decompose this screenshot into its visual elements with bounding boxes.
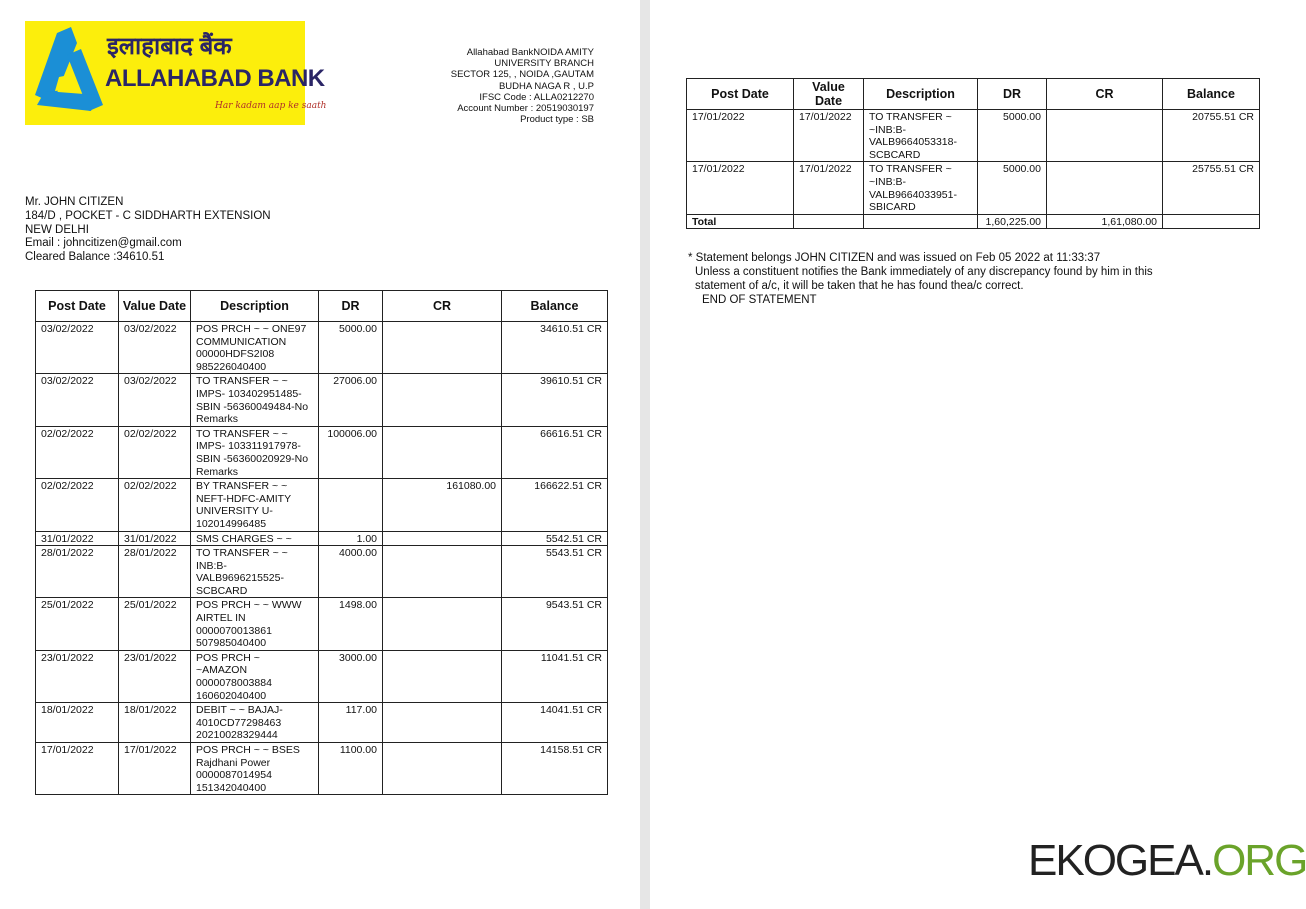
cell-description: TO TRANSFER ~ ~ IMPS- 103402951485- SBIN -56360049484-No Remarks xyxy=(191,374,319,426)
cell-balance: 5542.51 CR xyxy=(502,531,608,546)
header-cr: CR xyxy=(383,291,502,322)
cell-dr: 1498.00 xyxy=(319,598,383,650)
table-row xyxy=(36,531,608,546)
header-balance: Balance xyxy=(1163,79,1260,110)
cell-balance: 14041.51 CR xyxy=(502,703,608,743)
cell-post-date: 23/01/2022 xyxy=(36,650,119,702)
cell-description: TO TRANSFER ~ ~INB:B- VALB9664053318- SCBCARD xyxy=(864,110,978,162)
table-row xyxy=(36,479,608,531)
cell-empty xyxy=(864,214,978,229)
table-row xyxy=(36,598,608,650)
cell-post-date: 17/01/2022 xyxy=(687,110,794,162)
cell-value-date: 03/02/2022 xyxy=(119,374,191,426)
cell-post-date: 31/01/2022 xyxy=(36,531,119,546)
cell-post-date: 25/01/2022 xyxy=(36,598,119,650)
note-disclaimer-1: Unless a constituent notifies the Bank immediately of any discrepancy found by him in this xyxy=(695,266,1153,278)
table-row xyxy=(36,650,608,702)
header-post-date: Post Date xyxy=(36,291,119,322)
branch-line: Allahabad BankNOIDA AMITY xyxy=(466,47,594,58)
cell-value-date: 02/02/2022 xyxy=(119,426,191,478)
customer-address: 184/D , POCKET - C SIDDHARTH EXTENSION xyxy=(25,209,271,222)
cell-dr: 5000.00 xyxy=(319,322,383,374)
cell-value-date: 17/01/2022 xyxy=(794,162,864,214)
customer-email: Email : johncitizen@gmail.com xyxy=(25,237,182,250)
cell-value-date: 28/01/2022 xyxy=(119,546,191,598)
cell-post-date: 02/02/2022 xyxy=(36,479,119,531)
table-header-row xyxy=(36,291,608,322)
cell-cr xyxy=(383,598,502,650)
cell-cr xyxy=(383,650,502,702)
cleared-balance: Cleared Balance :34610.51 xyxy=(25,251,165,264)
header-value-date: Value Date xyxy=(119,291,191,322)
cell-cr: 161080.00 xyxy=(383,479,502,531)
watermark xyxy=(1028,836,1306,886)
cell-value-date: 17/01/2022 xyxy=(794,110,864,162)
logo-tagline: Har kadam aap ke saath xyxy=(215,101,327,111)
cell-post-date: 03/02/2022 xyxy=(36,322,119,374)
total-cr: 1,61,080.00 xyxy=(1047,214,1163,229)
header-post-date: Post Date xyxy=(687,79,794,110)
header-cr: CR xyxy=(1047,79,1163,110)
page-divider xyxy=(640,0,650,909)
cell-description: TO TRANSFER ~ ~ IMPS- 103311917978- SBIN -56360020929-No Remarks xyxy=(191,426,319,478)
total-dr: 1,60,225.00 xyxy=(978,214,1047,229)
note-disclaimer-2: statement of a/c, it will be taken that he has found thea/c correct. xyxy=(695,280,1024,292)
branch-line: BUDHA NAGA R , U.P xyxy=(498,80,594,92)
table-row xyxy=(36,546,608,598)
table-row xyxy=(36,374,608,426)
table-row xyxy=(36,322,608,374)
cell-cr xyxy=(1047,110,1163,162)
cell-description: POS PRCH ~ ~ WWW AIRTEL IN 0000070013861 507985040400 xyxy=(191,598,319,650)
cell-dr: 27006.00 xyxy=(319,374,383,426)
cell-post-date: 02/02/2022 xyxy=(36,426,119,478)
cell-value-date: 02/02/2022 xyxy=(119,479,191,531)
header-balance: Balance xyxy=(502,291,608,322)
cell-balance: 20755.51 CR xyxy=(1163,110,1260,162)
cell-value-date: 23/01/2022 xyxy=(119,650,191,702)
cell-description: TO TRANSFER ~ ~ INB:B- VALB9696215525- SCBCARD xyxy=(191,546,319,598)
cell-dr: 100006.00 xyxy=(319,426,383,478)
cell-post-date: 17/01/2022 xyxy=(36,743,119,795)
cell-dr: 1.00 xyxy=(319,531,383,546)
cell-balance: 39610.51 CR xyxy=(502,374,608,426)
header-dr: DR xyxy=(978,79,1047,110)
cell-description: POS PRCH ~ ~ BSES Rajdhani Power 0000087014954 151342040400 xyxy=(191,743,319,795)
cell-post-date: 28/01/2022 xyxy=(36,546,119,598)
header-description: Description xyxy=(864,79,978,110)
watermark-part: EKOGEA. xyxy=(1028,836,1213,885)
cell-description: POS PRCH ~ ~AMAZON 0000078003884 160602040400 xyxy=(191,650,319,702)
cell-cr xyxy=(383,546,502,598)
watermark-part: ORG xyxy=(1212,836,1306,885)
logo-hindi-text: इलाहाबाद बैंक xyxy=(107,33,232,60)
cell-cr xyxy=(383,703,502,743)
cell-post-date: 17/01/2022 xyxy=(687,162,794,214)
cell-cr xyxy=(383,743,502,795)
note-issued: * Statement belongs JOHN CITIZEN and was issued on Feb 05 2022 at 11:33:37 xyxy=(688,252,1101,264)
transactions-table-page-1 xyxy=(35,290,608,795)
table-row xyxy=(687,110,1260,162)
cell-cr xyxy=(383,426,502,478)
cell-balance: 66616.51 CR xyxy=(502,426,608,478)
cell-balance: 166622.51 CR xyxy=(502,479,608,531)
cell-description: SMS CHARGES ~ ~ xyxy=(191,531,319,546)
table-row xyxy=(36,743,608,795)
table-row xyxy=(36,703,608,743)
cell-description: BY TRANSFER ~ ~ NEFT-HDFC-AMITY UNIVERSITY U- 102014996485 xyxy=(191,479,319,531)
cell-cr xyxy=(383,374,502,426)
cell-empty xyxy=(1163,214,1260,229)
cell-dr: 5000.00 xyxy=(978,162,1047,214)
bank-emblem-icon xyxy=(27,25,107,125)
cell-post-date: 18/01/2022 xyxy=(36,703,119,743)
customer-city: NEW DELHI xyxy=(25,223,89,236)
table-header-row xyxy=(687,79,1260,110)
customer-name: Mr. JOHN CITIZEN xyxy=(25,196,124,208)
cell-description: TO TRANSFER ~ ~INB:B- VALB9664033951- SBICARD xyxy=(864,162,978,214)
cell-cr xyxy=(383,322,502,374)
cell-value-date: 31/01/2022 xyxy=(119,531,191,546)
bank-logo xyxy=(25,21,327,125)
customer-info xyxy=(25,196,271,265)
ifsc-code: IFSC Code : ALLA0212270 xyxy=(479,91,594,103)
cell-cr xyxy=(383,531,502,546)
cell-balance: 25755.51 CR xyxy=(1163,162,1260,214)
branch-line: UNIVERSITY BRANCH xyxy=(494,58,594,70)
cell-value-date: 17/01/2022 xyxy=(119,743,191,795)
cell-balance: 14158.51 CR xyxy=(502,743,608,795)
cell-description: POS PRCH ~ ~ ONE97 COMMUNICATION 00000HDFS2I08 985226040400 xyxy=(191,322,319,374)
cell-dr: 4000.00 xyxy=(319,546,383,598)
cell-description: DEBIT ~ ~ BAJAJ- 4010CD77298463 20210028329444 xyxy=(191,703,319,743)
branch-info xyxy=(380,47,594,125)
cell-balance: 5543.51 CR xyxy=(502,546,608,598)
header-dr: DR xyxy=(319,291,383,322)
product-type: Product type : SB xyxy=(520,114,594,126)
transactions-table-page-2 xyxy=(686,78,1260,229)
header-description: Description xyxy=(191,291,319,322)
cell-dr: 117.00 xyxy=(319,703,383,743)
cell-post-date: 03/02/2022 xyxy=(36,374,119,426)
cell-dr: 3000.00 xyxy=(319,650,383,702)
cell-dr: 1100.00 xyxy=(319,743,383,795)
cell-balance: 11041.51 CR xyxy=(502,650,608,702)
cell-balance: 9543.51 CR xyxy=(502,598,608,650)
statement-note xyxy=(688,251,1208,307)
table-row xyxy=(36,426,608,478)
total-row xyxy=(687,214,1260,229)
header-value-date: Value Date xyxy=(794,79,864,110)
cell-empty xyxy=(794,214,864,229)
total-label: Total xyxy=(687,214,794,229)
logo-english-text: ALLAHABAD BANK xyxy=(105,65,325,92)
cell-balance: 34610.51 CR xyxy=(502,322,608,374)
cell-cr xyxy=(1047,162,1163,214)
end-of-statement: END OF STATEMENT xyxy=(702,294,817,306)
table-row xyxy=(687,162,1260,214)
cell-dr xyxy=(319,479,383,531)
cell-value-date: 18/01/2022 xyxy=(119,703,191,743)
cell-dr: 5000.00 xyxy=(978,110,1047,162)
branch-line: SECTOR 125, , NOIDA ,GAUTAM xyxy=(450,69,594,81)
cell-value-date: 25/01/2022 xyxy=(119,598,191,650)
account-number: Account Number : 20519030197 xyxy=(457,103,594,115)
cell-value-date: 03/02/2022 xyxy=(119,322,191,374)
statement-page-1 xyxy=(0,0,640,909)
